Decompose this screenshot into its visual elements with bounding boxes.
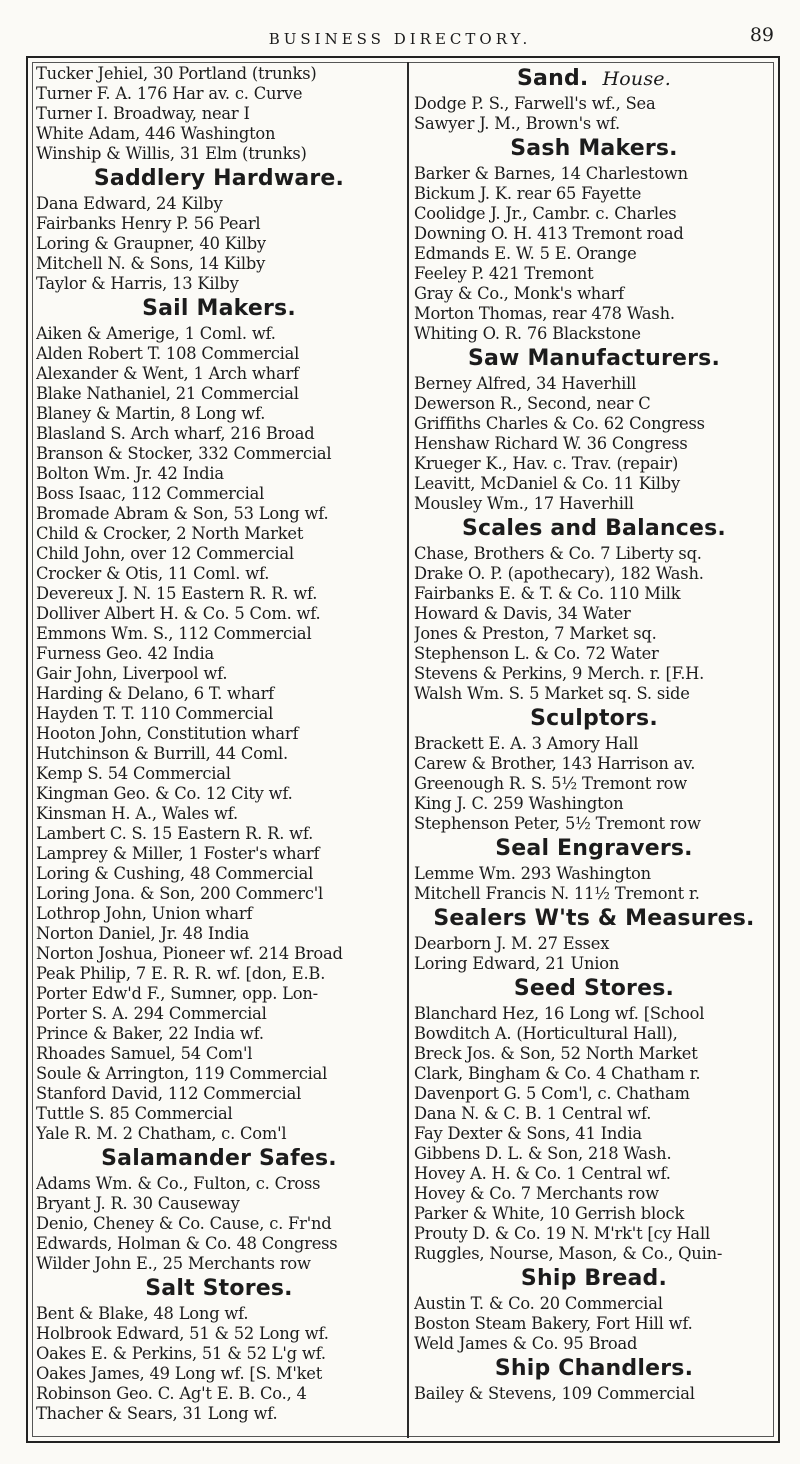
category-heading: [414, 134, 774, 164]
directory-entry: Hayden T. T. 110 Commercial: [36, 704, 274, 723]
column-divider: [407, 62, 409, 1438]
category-heading: [414, 1354, 774, 1384]
directory-entry: Bent & Blake, 48 Long wf.: [36, 1304, 249, 1323]
directory-entry: Bryant J. R. 30 Causeway: [36, 1194, 240, 1213]
directory-entry: Porter Edw'd F., Sumner, opp. Lon-: [36, 984, 318, 1003]
directory-entry: Chase, Brothers & Co. 7 Liberty sq.: [414, 544, 702, 563]
directory-entry: Dodge P. S., Farwell's wf., Sea: [414, 94, 656, 113]
directory-entry: Jones & Preston, 7 Market sq.: [414, 624, 657, 643]
directory-entry: Kingman Geo. & Co. 12 City wf.: [36, 784, 293, 803]
directory-entry: Taylor & Harris, 13 Kilby: [36, 274, 239, 293]
directory-entry: Lemme Wm. 293 Washington: [414, 864, 651, 883]
directory-entry: Robinson Geo. C. Ag't E. B. Co., 4: [36, 1384, 307, 1403]
directory-entry: Prouty D. & Co. 19 N. M'rk't [cy Hall: [414, 1224, 710, 1243]
directory-entry: Yale R. M. 2 Chatham, c. Com'l: [36, 1124, 287, 1143]
directory-entry: Mitchell Francis N. 11½ Tremont r.: [414, 884, 700, 903]
directory-entry: Emmons Wm. S., 112 Commercial: [36, 624, 312, 643]
directory-entry: Bromade Abram & Son, 53 Long wf.: [36, 504, 329, 523]
directory-entry: Brackett E. A. 3 Amory Hall: [414, 734, 639, 753]
directory-entry: Thacher & Sears, 31 Long wf.: [36, 1404, 278, 1423]
category-heading-text: Seal Engravers.: [495, 836, 693, 861]
directory-entry: Turner F. A. 176 Har av. c. Curve: [36, 84, 303, 103]
directory-entry: Barker & Barnes, 14 Charlestown: [414, 164, 688, 183]
directory-entry: Adams Wm. & Co., Fulton, c. Cross: [36, 1174, 321, 1193]
directory-entry: King J. C. 259 Washington: [414, 794, 624, 813]
directory-entry: Griffiths Charles & Co. 62 Congress: [414, 414, 705, 433]
category-heading-text: Ship Chandlers.: [494, 1356, 694, 1381]
category-heading-text: Saw Manufacturers.: [467, 346, 721, 371]
directory-entry: Fairbanks E. & T. & Co. 110 Milk: [414, 584, 681, 603]
category-heading: [414, 904, 774, 934]
directory-entry: Boss Isaac, 112 Commercial: [36, 484, 265, 503]
directory-entry: Harding & Delano, 6 T. wharf: [36, 684, 274, 703]
category-heading-text: Salt Stores.: [145, 1276, 293, 1301]
directory-entry: Norton Daniel, Jr. 48 India: [36, 924, 250, 943]
directory-entry: Oakes E. & Perkins, 51 & 52 L'g wf.: [36, 1344, 326, 1363]
directory-entry: Alexander & Went, 1 Arch wharf: [36, 364, 299, 383]
category-heading: [414, 64, 774, 94]
page-title: BUSINESS DIRECTORY.: [268, 30, 532, 48]
directory-entry: Parker & White, 10 Gerrish block: [414, 1204, 685, 1223]
page-number: 89: [749, 24, 774, 46]
left-column: [36, 64, 402, 1436]
category-heading-text: Sealers W'ts & Measures.: [433, 906, 755, 931]
directory-entry: Kemp S. 54 Commercial: [36, 764, 231, 783]
directory-entry: Loring Jona. & Son, 200 Commerc'l: [36, 884, 324, 903]
directory-entry: Stanford David, 112 Commercial: [36, 1084, 302, 1103]
directory-entry: Tuttle S. 85 Commercial: [36, 1104, 233, 1123]
directory-entry: Mitchell N. & Sons, 14 Kilby: [36, 254, 266, 273]
directory-entry: Gibbens D. L. & Son, 218 Wash.: [414, 1144, 672, 1163]
category-heading-text: Salamander Safes.: [101, 1146, 337, 1171]
category-heading: [414, 834, 774, 864]
directory-entry: Dearborn J. M. 27 Essex: [414, 934, 610, 953]
directory-entry: Dolliver Albert H. & Co. 5 Com. wf.: [36, 604, 321, 623]
category-heading-text: Scales and Balances.: [462, 516, 726, 541]
directory-entry: Bickum J. K. rear 65 Fayette: [414, 184, 642, 203]
category-heading: [36, 164, 402, 194]
directory-entry: Tucker Jehiel, 30 Portland (trunks): [36, 64, 317, 83]
directory-entry: Wilder John E., 25 Merchants row: [36, 1254, 311, 1273]
directory-entry: Norton Joshua, Pioneer wf. 214 Broad: [36, 944, 343, 963]
right-column: [414, 64, 774, 1436]
category-heading-text: Sculptors.: [530, 706, 658, 731]
directory-entry: Blake Nathaniel, 21 Commercial: [36, 384, 299, 403]
directory-entry: Hutchinson & Burrill, 44 Coml.: [36, 744, 288, 763]
directory-entry: Oakes James, 49 Long wf. [S. M'ket: [36, 1364, 323, 1383]
category-heading: [414, 974, 774, 1004]
category-heading-text: Seed Stores.: [513, 976, 675, 1001]
directory-entry: Clark, Bingham & Co. 4 Chatham r.: [414, 1064, 701, 1083]
directory-entry: Lothrop John, Union wharf: [36, 904, 253, 923]
directory-entry: Branson & Stocker, 332 Commercial: [36, 444, 332, 463]
directory-entry: Morton Thomas, rear 478 Wash.: [414, 304, 675, 323]
directory-entry: Kinsman H. A., Wales wf.: [36, 804, 239, 823]
category-heading-text: Saddlery Hardware.: [93, 166, 345, 191]
directory-entry: Coolidge J. Jr., Cambr. c. Charles: [414, 204, 677, 223]
directory-entry: Loring & Graupner, 40 Kilby: [36, 234, 266, 253]
directory-entry: Sawyer J. M., Brown's wf.: [414, 114, 620, 133]
directory-entry: Dana Edward, 24 Kilby: [36, 194, 223, 213]
directory-entry: Hooton John, Constitution wharf: [36, 724, 299, 743]
directory-entry: Soule & Arrington, 119 Commercial: [36, 1064, 328, 1083]
category-heading-text: Sand.: [517, 66, 589, 91]
directory-entry: Davenport G. 5 Com'l, c. Chatham: [414, 1084, 690, 1103]
directory-entry: Ruggles, Nourse, Mason, & Co., Quin-: [414, 1244, 723, 1263]
directory-entry: Edwards, Holman & Co. 48 Congress: [36, 1234, 338, 1253]
directory-entry: Henshaw Richard W. 36 Congress: [414, 434, 688, 453]
directory-entry: Edmands E. W. 5 E. Orange: [414, 244, 637, 263]
directory-entry: Mousley Wm., 17 Haverhill: [414, 494, 634, 513]
directory-entry: Child John, over 12 Commercial: [36, 544, 294, 563]
directory-entry: Furness Geo. 42 India: [36, 644, 215, 663]
directory-entry: Berney Alfred, 34 Haverhill: [414, 374, 637, 393]
directory-entry: Blanchard Hez, 16 Long wf. [School: [414, 1004, 705, 1023]
category-heading: [36, 1144, 402, 1174]
directory-entry: Feeley P. 421 Tremont: [414, 264, 594, 283]
category-heading-text: Ship Bread.: [520, 1266, 668, 1291]
directory-entry: Hovey A. H. & Co. 1 Central wf.: [414, 1164, 671, 1183]
category-heading-note: House.: [602, 68, 671, 90]
category-heading: [414, 344, 774, 374]
directory-entry: Lamprey & Miller, 1 Foster's wharf: [36, 844, 320, 863]
directory-entry: Stephenson L. & Co. 72 Water: [414, 644, 659, 663]
directory-entry: Boston Steam Bakery, Fort Hill wf.: [414, 1314, 693, 1333]
directory-entry: Howard & Davis, 34 Water: [414, 604, 631, 623]
directory-entry: Drake O. P. (apothecary), 182 Wash.: [414, 564, 704, 583]
directory-entry: Aiken & Amerige, 1 Coml. wf.: [36, 324, 276, 343]
directory-entry: Greenough R. S. 5½ Tremont row: [414, 774, 688, 793]
directory-entry: Blasland S. Arch wharf, 216 Broad: [36, 424, 315, 443]
directory-entry: Devereux J. N. 15 Eastern R. R. wf.: [36, 584, 318, 603]
page-header: [24, 24, 776, 58]
directory-entry: Blaney & Martin, 8 Long wf.: [36, 404, 266, 423]
directory-entry: Alden Robert T. 108 Commercial: [36, 344, 300, 363]
directory-entry: Rhoades Samuel, 54 Com'l: [36, 1044, 253, 1063]
directory-entry: Crocker & Otis, 11 Coml. wf.: [36, 564, 270, 583]
category-heading: [36, 294, 402, 324]
category-heading: [36, 1274, 402, 1304]
directory-entry: Gray & Co., Monk's wharf: [414, 284, 625, 303]
directory-entry: Krueger K., Hav. c. Trav. (repair): [414, 454, 679, 473]
directory-entry: Loring Edward, 21 Union: [414, 954, 620, 973]
category-heading-text: Sail Makers.: [142, 296, 296, 321]
directory-entry: Hovey & Co. 7 Merchants row: [414, 1184, 659, 1203]
directory-entry: Peak Philip, 7 E. R. R. wf. [don, E.B.: [36, 964, 326, 983]
directory-entry: Holbrook Edward, 51 & 52 Long wf.: [36, 1324, 329, 1343]
directory-entry: Carew & Brother, 143 Harrison av.: [414, 754, 696, 773]
directory-entry: Whiting O. R. 76 Blackstone: [414, 324, 641, 343]
directory-entry: Downing O. H. 413 Tremont road: [414, 224, 684, 243]
directory-entry: Stephenson Peter, 5½ Tremont row: [414, 814, 701, 833]
directory-entry: Lambert C. S. 15 Eastern R. R. wf.: [36, 824, 314, 843]
directory-entry: Breck Jos. & Son, 52 North Market: [414, 1044, 698, 1063]
directory-entry: Weld James & Co. 95 Broad: [414, 1334, 638, 1353]
directory-entry: Gair John, Liverpool wf.: [36, 664, 228, 683]
category-heading: [414, 514, 774, 544]
directory-entry: Child & Crocker, 2 North Market: [36, 524, 304, 543]
directory-entry: Fairbanks Henry P. 56 Pearl: [36, 214, 261, 233]
category-heading: [414, 704, 774, 734]
category-heading-text: Sash Makers.: [510, 136, 678, 161]
directory-entry: Stevens & Perkins, 9 Merch. r. [F.H.: [414, 664, 705, 683]
directory-entry: Loring & Cushing, 48 Commercial: [36, 864, 314, 883]
category-heading: [414, 1264, 774, 1294]
directory-entry: Porter S. A. 294 Commercial: [36, 1004, 267, 1023]
directory-entry: Austin T. & Co. 20 Commercial: [414, 1294, 663, 1313]
directory-entry: Prince & Baker, 22 India wf.: [36, 1024, 264, 1043]
directory-entry: Dewerson R., Second, near C: [414, 394, 651, 413]
directory-entry: Bolton Wm. Jr. 42 India: [36, 464, 224, 483]
directory-entry: Denio, Cheney & Co. Cause, c. Fr'nd: [36, 1214, 332, 1233]
directory-entry: Walsh Wm. S. 5 Market sq. S. side: [414, 684, 690, 703]
directory-entry: Leavitt, McDaniel & Co. 11 Kilby: [414, 474, 680, 493]
directory-entry: Bowditch A. (Horticultural Hall),: [414, 1024, 678, 1043]
directory-entry: Winship & Willis, 31 Elm (trunks): [36, 144, 307, 163]
directory-entry: Bailey & Stevens, 109 Commercial: [414, 1384, 695, 1403]
directory-entry: White Adam, 446 Washington: [36, 124, 276, 143]
directory-entry: Dana N. & C. B. 1 Central wf.: [414, 1104, 652, 1123]
directory-entry: Turner I. Broadway, near I: [36, 104, 250, 123]
directory-entry: Fay Dexter & Sons, 41 India: [414, 1124, 642, 1143]
